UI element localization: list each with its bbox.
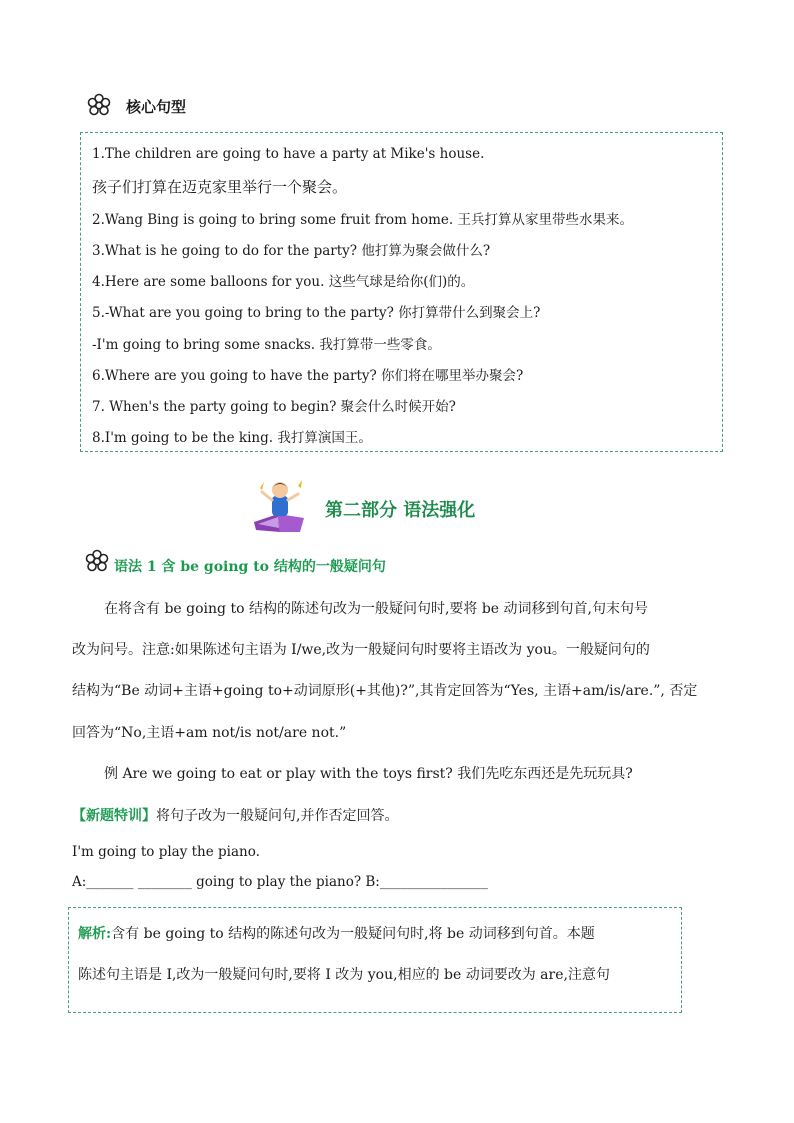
grammar-para-line-2: 改为问号。注意:如果陈述句主语为 I/we,改为一般疑问句时要将主语改为 you。一般疑问句的 — [72, 642, 650, 658]
sentence-1-translation: 孩子们打算在迈克家里举行一个聚会。 — [92, 178, 348, 196]
sentence-3: 3.What is he going to do for the party? 他打算为聚会做什么? — [92, 243, 491, 259]
section-title-core-sentences: 核心句型 — [126, 98, 187, 116]
sentence-2: 2.Wang Bing is going to bring some fruit from home. 王兵打算从家里带些水果来。 — [92, 212, 633, 228]
analysis-line-2: 陈述句主语是 I,改为一般疑问句时,要将 I 改为 you,相应的 be 动词要改为 are,注意句 — [78, 967, 610, 983]
sentence-8: 8.I'm going to be the king. 我打算演国王。 — [92, 430, 372, 446]
grammar-para-line-4: 回答为“No,主语+am not/is not/are not.” — [72, 725, 347, 741]
flower-icon — [86, 93, 112, 119]
analysis-tag: 解析: — [78, 926, 112, 942]
grammar-para-line-3: 结构为“Be 动词+主语+going to+动词原形(+其他)?”,其肯定回答为“Yes, 主语+am/is/are.”, 否定 — [72, 683, 698, 699]
flower-icon — [84, 549, 110, 575]
sentence-7: 7. When's the party going to begin? 聚会什么时候开始? — [92, 399, 456, 415]
analysis-box — [68, 907, 682, 1013]
analysis-text-1: 含有 be going to 结构的陈述句改为一般疑问句时,将 be 动词移到句首。本题 — [111, 926, 595, 942]
exercise-instruction — [72, 805, 398, 825]
grammar-para-line-1: 在将含有 be going to 结构的陈述句改为一般疑问句时,要将 be 动词移到句首,句末句号 — [104, 601, 648, 617]
sentence-6: 6.Where are you going to have the party? 你们将在哪里举办聚会? — [92, 368, 524, 384]
sentence-1: 1.The children are going to have a party at Mike's house. — [92, 146, 485, 162]
analysis-line-1 — [78, 923, 595, 943]
exercise-text: 将句子改为一般疑问句,并作否定回答。 — [156, 808, 399, 824]
sentence-4: 4.Here are some balloons for you. 这些气球是给你(们)的。 — [92, 274, 475, 290]
part-2-title: 第二部分 语法强化 — [325, 500, 476, 521]
grammar-example: 例 Are we going to eat or play with the toys first? 我们先吃东西还是先玩玩具? — [104, 766, 633, 782]
exercise-tag: 【新题特训】 — [72, 808, 156, 824]
reading-child-illustration — [250, 478, 310, 534]
sentence-5-answer: -I'm going to bring some snacks. 我打算带一些零食。 — [92, 337, 441, 353]
grammar-1-title: 语法 1 含 be going to 结构的一般疑问句 — [114, 559, 386, 575]
question-sentence: I'm going to play the piano. — [72, 844, 260, 860]
question-answer-blanks: A:_______ ________ going to play the piano? B:________________ — [72, 874, 488, 890]
sentence-5: 5.-What are you going to bring to the party? 你打算带什么到聚会上? — [92, 305, 541, 321]
